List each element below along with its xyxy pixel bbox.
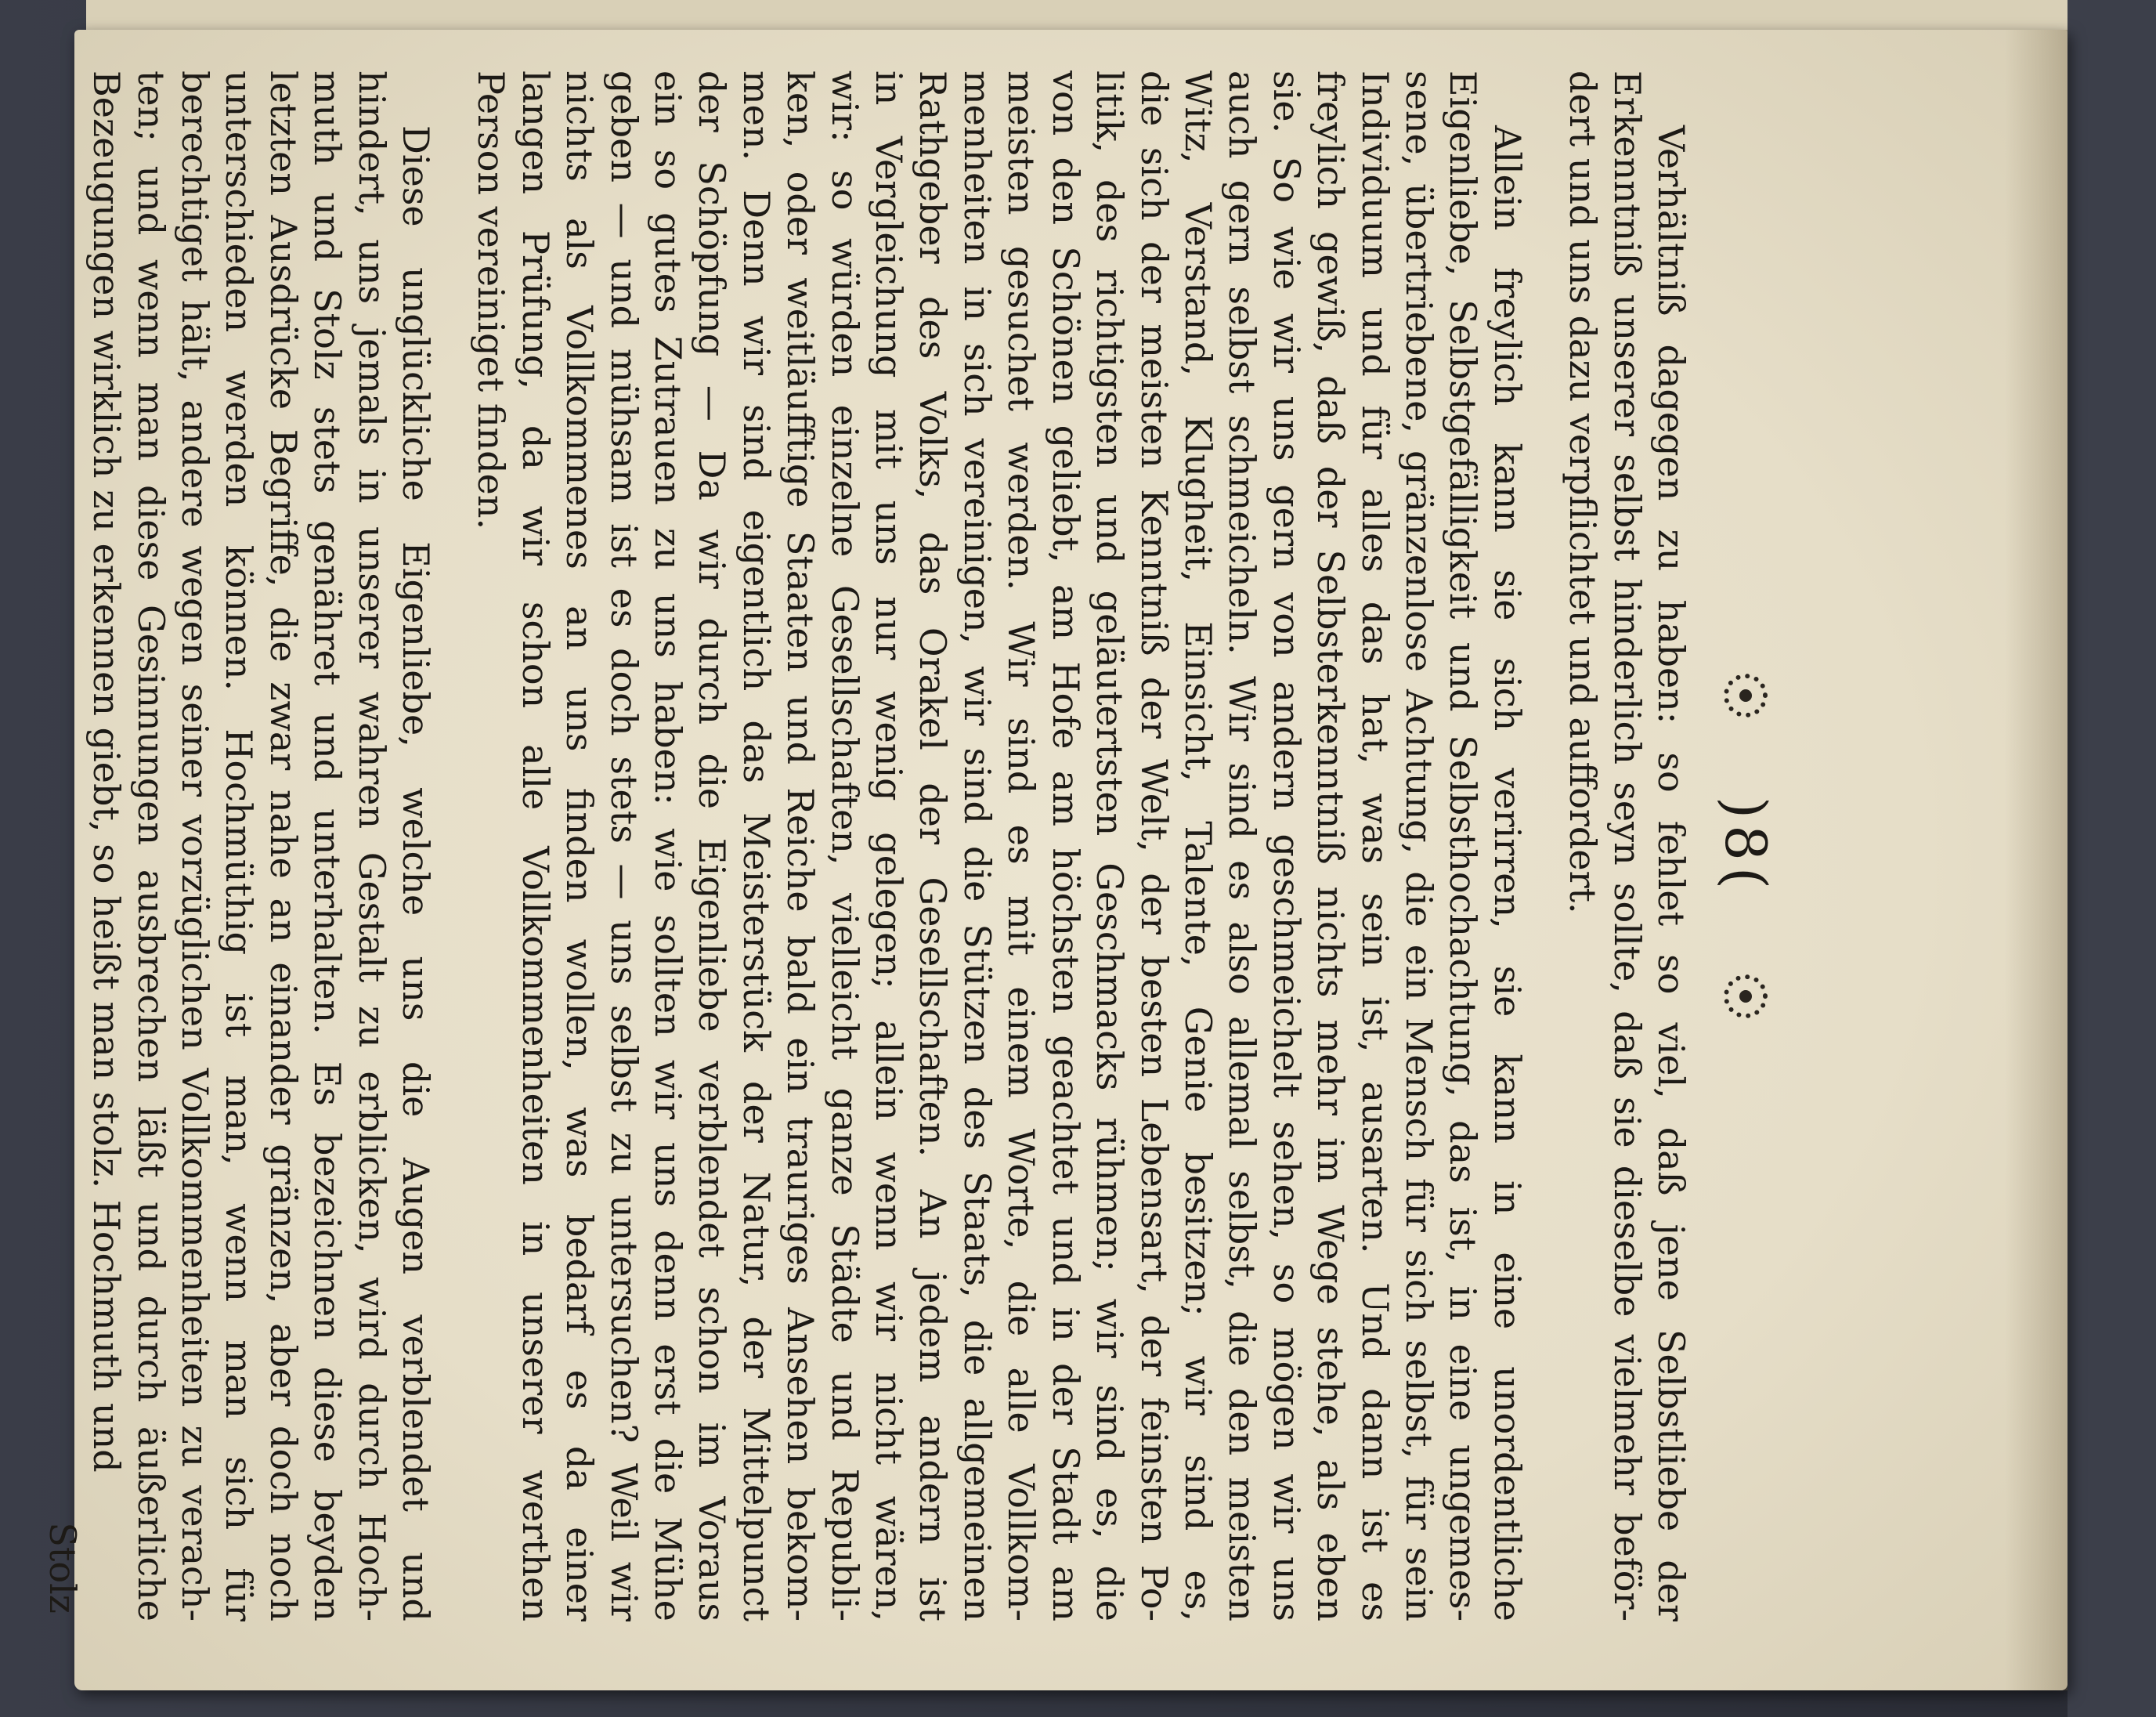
text-line: hindert, uns jemals in unserer wahren Gestalt zu erblicken, wird durch Hoch- [350, 70, 393, 1621]
text-line: Witz, Verstand, Klugheit, Einsicht, Talente, Genie besitzen; wir sind es, [1176, 70, 1219, 1621]
text-line: Bezeugungen wirklich zu erkennen giebt, so heißt man stolz. Hochmuth und [85, 70, 128, 1473]
text-line: letzten Ausdrücke Begriffe, die zwar nahe an einander gränzen, aber doch noch [262, 70, 305, 1621]
text-line: ten; und wenn man diese Gesinnungen ausbrechen läßt und durch äußerliche [129, 70, 172, 1621]
paragraph-3 [85, 70, 438, 1621]
text-line: muth und Stolz stets genähret und unterhalten. Es bezeichnen diese beyden [306, 70, 349, 1621]
text-line: geben — und mühsam ist es doch stets — uns selbst zu untersuchen? Weil wir [602, 70, 645, 1621]
text-line: Eigenliebe, Selbstgefälligkeit und Selbsthochachtung, das ist, in eine ungemes- [1442, 70, 1485, 1621]
catchword: Stolz [41, 1522, 84, 1614]
text-line: Allein freylich kann sie sich verirren, sie kann in eine unordentliche [1486, 125, 1529, 1621]
text-line: Verhältniß dagegen zu haben: so fehlet so viel, daß jene Selbstliebe der [1650, 125, 1692, 1621]
text-line: wir: so würden einzelne Gesellschaften, vielleicht ganze Städte und Republi- [823, 70, 866, 1621]
page-gutter-shade [2005, 30, 2068, 1690]
paragraph-gap [1529, 70, 1561, 1621]
text-line: Rathgeber des Volks, das Orakel der Gesellschaften. An jedem andern ist [912, 70, 955, 1621]
text-line: in Vergleichung mit uns nur wenig gelegen; allein wenn wir nicht wären, [868, 70, 911, 1621]
rosette-ornament-icon [1724, 674, 1768, 718]
text-line: sie. So wie wir uns gern von andern geschmeichelt sehen, so mögen wir uns [1265, 70, 1308, 1621]
text-line: dert und uns dazu verpflichtet und auffordert. [1562, 70, 1605, 914]
text-line: die sich der meisten Kenntniß der Welt, der besten Lebensart, der feinsten Po- [1132, 70, 1176, 1621]
rosette-ornament-icon [1724, 974, 1768, 1018]
text-line: Individuum und für alles das hat, was sein ist, ausarten. Und dann ist es [1353, 70, 1396, 1621]
text-line: menheiten in sich vereinigen, wir sind die Stützen des Staats, die allgemeinen [955, 70, 999, 1621]
scanner-edge [2068, 0, 2156, 1717]
paragraph-1 [1561, 70, 1693, 1621]
text-line: Diese unglückliche Eigenliebe, welche uns die Augen verblendet und [395, 125, 438, 1621]
paragraph-gap [438, 70, 469, 1621]
paragraph-2 [469, 70, 1529, 1621]
text-line: sene, übertriebene, gränzenlose Achtung, die ein Mensch für sich selbst, für sein [1397, 70, 1440, 1621]
text-line: nichts als Vollkommenes an uns finden wollen, was bedarf es da einer [558, 70, 601, 1621]
text-line: langen Prüfung, da wir schon alle Vollkommenheiten in unserer werthen [514, 70, 557, 1621]
text-line: unterschieden werden können. Hochmüthig ist man, wenn man sich für [218, 70, 261, 1621]
text-line: litik, des richtigsten und geläutertsten Geschmacks rühmen; wir sind es, die [1089, 70, 1132, 1621]
text-line: freylich gewiß, daß der Selbsterkenntniß nichts mehr im Wege stehe, als eben [1309, 70, 1352, 1621]
text-line: auch gern selbst schmeicheln. Wir sind es also allemal selbst, die den meisten [1221, 70, 1264, 1621]
page-number: )8( [1713, 797, 1779, 895]
text-line: meisten gesuchet werden. Wir sind es mit einem Worte, die alle Vollkom- [1000, 70, 1043, 1621]
text-line: ein so gutes Zutrauen zu uns haben: wie sollten wir uns denn erst die Mühe [647, 70, 690, 1621]
text-line: Person vereiniget finden. [470, 70, 513, 530]
text-line: ken, oder weitläufftige Staaten und Reiche bald ein trauriges Ansehen bekom- [779, 70, 822, 1621]
page-text-block [41, 70, 1786, 1621]
text-line: berechtiget hält, andere wegen seiner vorzüglichen Vollkommenheiten zu verach- [174, 70, 216, 1621]
text-line: von den Schönen geliebt, am Hofe am höchsten geachtet und in der Stadt am [1044, 70, 1087, 1621]
text-line: men. Denn wir sind eigentlich das Meisterstück der Natur, der Mittelpunct [735, 70, 778, 1621]
page-header [1707, 70, 1786, 1621]
text-line: Erkenntniß unserer selbst hinderlich seyn sollte, daß sie dieselbe vielmehr beför- [1605, 70, 1649, 1621]
text-line: der Schöpfung — Da wir durch die Eigenliebe verblendet schon im Voraus [691, 70, 734, 1621]
